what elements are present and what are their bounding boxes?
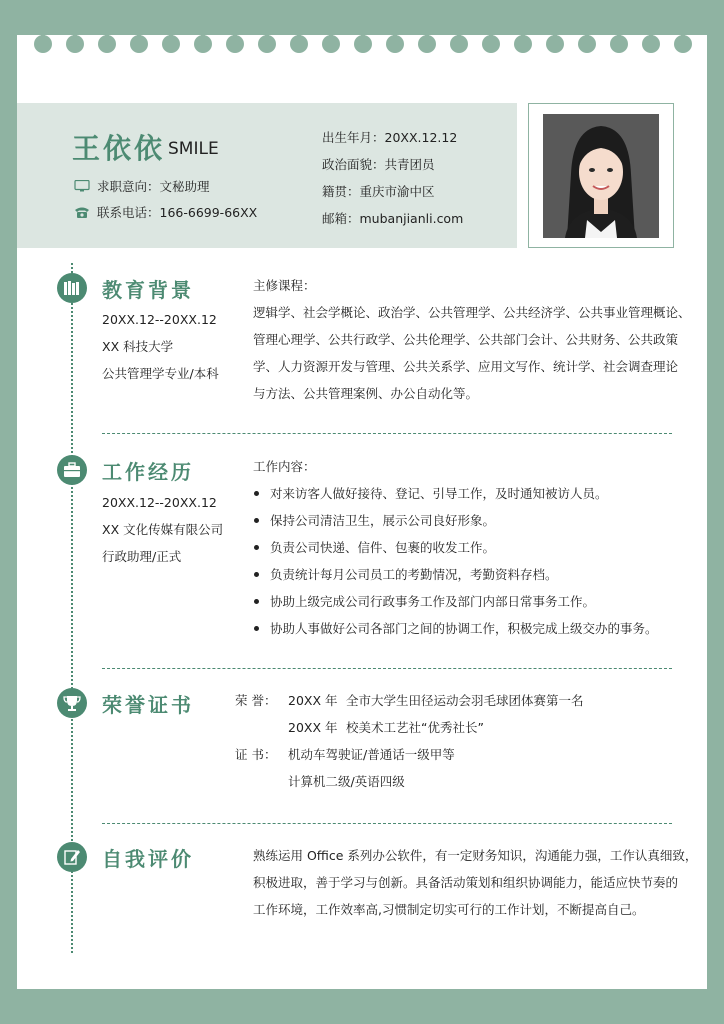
cert-row	[235, 768, 584, 795]
ring	[258, 35, 276, 53]
self-eval-line: 积极进取，善于学习与创新。具备活动策划和组织协调能力，能适应快节奏的	[253, 875, 679, 890]
self-eval-line: 工作环境，工作效率高,习惯制定切实可行的工作计划，不断提高自己。	[253, 902, 645, 917]
honor-year: 20XX 年	[288, 693, 338, 708]
work-section-icon	[57, 455, 87, 485]
ring	[322, 35, 340, 53]
education-details	[102, 306, 219, 387]
ring	[610, 35, 628, 53]
ring	[674, 35, 692, 53]
honors-section-icon	[57, 688, 87, 718]
photo-frame	[528, 103, 674, 248]
work-content-block	[253, 453, 658, 642]
section-divider	[102, 668, 672, 669]
cert-text: 计算机二级/英语四级	[288, 774, 405, 789]
honors-block	[235, 687, 584, 795]
ring	[386, 35, 404, 53]
work-period: 20XX.12--20XX.12	[102, 495, 217, 510]
political-status: 政治面貌：共青团员	[322, 157, 435, 172]
list-item: 协助上级完成公司行政事务工作及部门内部日常事务工作。	[253, 588, 658, 615]
ring	[130, 35, 148, 53]
phone: 联系电话：166-6699-66XX	[97, 205, 258, 220]
ring	[450, 35, 468, 53]
edit-icon	[63, 848, 81, 866]
education-period: 20XX.12--20XX.12	[102, 312, 217, 327]
cert-row	[235, 741, 584, 768]
ring	[34, 35, 52, 53]
list-item: 保持公司清洁卫生，展示公司良好形象。	[253, 507, 658, 534]
ring	[354, 35, 372, 53]
cert-text: 机动车驾驶证/普通话一级甲等	[288, 747, 455, 762]
ring	[226, 35, 244, 53]
honor-row	[235, 714, 584, 741]
email: 邮箱：mubanjianli.com	[322, 211, 464, 226]
list-item: 负责统计每月公司员工的考勤情况，考勤资料存档。	[253, 561, 658, 588]
ring	[546, 35, 564, 53]
ring	[482, 35, 500, 53]
briefcase-icon	[63, 462, 81, 478]
courses-line: 与方法、公共管理案例、办公自动化等。	[253, 386, 479, 401]
school-name: XX 科技大学	[102, 339, 174, 354]
work-details	[102, 489, 223, 570]
self-eval-title: 自我评价	[102, 847, 194, 871]
major: 公共管理学专业/本科	[102, 366, 219, 381]
education-section-icon	[57, 273, 87, 303]
ring	[578, 35, 596, 53]
honor-text: 全市大学生田径运动会羽毛球团体赛第一名	[346, 693, 584, 708]
work-content-label: 工作内容：	[253, 459, 316, 474]
resume-page	[17, 35, 707, 989]
courses-line: 学、人力资源开发与管理、公共关系学、应用文写作、统计学、社会调查理论	[253, 359, 679, 374]
ring	[66, 35, 84, 53]
native-place: 籍贯：重庆市渝中区	[322, 184, 435, 199]
ring	[162, 35, 180, 53]
phone-line	[74, 203, 257, 221]
list-item: 负责公司快递、信件、包裹的收发工作。	[253, 534, 658, 561]
person-name: 王依依	[72, 132, 166, 165]
job-intent: 求职意向：文秘助理	[97, 179, 210, 194]
ring	[514, 35, 532, 53]
self-eval-block	[253, 842, 697, 923]
courses-line: 逻辑学、社会学概论、政治学、公共管理学、公共经济学、公共事业管理概论、	[253, 305, 691, 320]
company-name: XX 文化传媒有限公司	[102, 522, 224, 537]
binder-rings	[17, 21, 707, 61]
honor-label: 荣 誉：	[235, 693, 277, 708]
monitor-icon	[74, 180, 90, 192]
honor-row	[235, 687, 584, 714]
self-eval-section-icon	[57, 842, 87, 872]
courses-line: 管理心理学、公共行政学、公共伦理学、公共部门会计、公共财务、公共政策	[253, 332, 679, 347]
courses-label: 主修课程：	[253, 278, 316, 293]
work-content-list	[253, 480, 658, 642]
name-tagline: SMILE	[168, 139, 219, 159]
phone-icon	[74, 206, 90, 218]
cert-label: 证 书：	[235, 747, 277, 762]
honors-title: 荣誉证书	[102, 693, 194, 717]
ring	[290, 35, 308, 53]
trophy-icon	[63, 694, 81, 712]
job-position: 行政助理/正式	[102, 549, 182, 564]
birth-date: 出生年月：20XX.12.12	[322, 130, 458, 145]
job-intent-line	[74, 177, 210, 195]
profile-photo	[543, 114, 659, 238]
section-divider	[102, 433, 672, 434]
self-eval-line: 熟练运用 Office 系列办公软件，有一定财务知识，沟通能力强，工作认真细致，	[253, 848, 698, 863]
list-item: 对来访客人做好接待、登记、引导工作，及时通知被访人员。	[253, 480, 658, 507]
ring	[418, 35, 436, 53]
ring	[194, 35, 212, 53]
books-icon	[63, 280, 81, 296]
work-title: 工作经历	[102, 460, 194, 484]
section-divider	[102, 823, 672, 824]
ring	[98, 35, 116, 53]
honor-text: 校美术工艺社“优秀社长”	[346, 720, 484, 735]
education-title: 教育背景	[102, 278, 194, 302]
honor-year: 20XX 年	[288, 720, 338, 735]
list-item: 协助人事做好公司各部门之间的协调工作，积极完成上级交办的事务。	[253, 615, 658, 642]
portrait-image	[543, 114, 659, 238]
courses-block	[253, 272, 691, 407]
ring	[642, 35, 660, 53]
